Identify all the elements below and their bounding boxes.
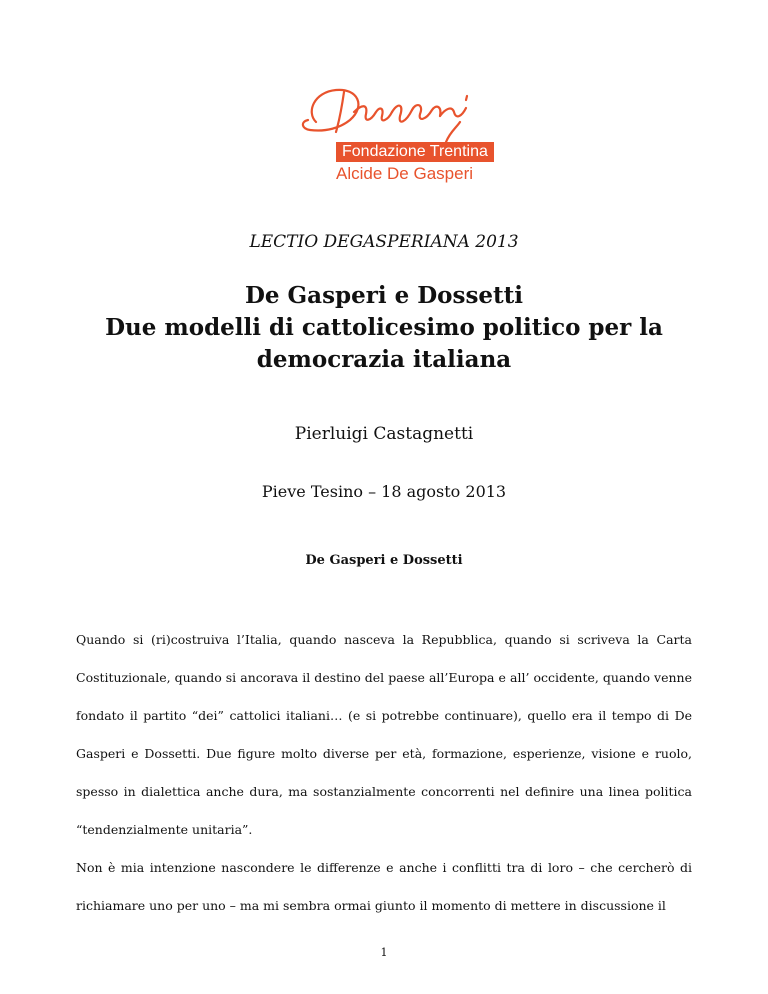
lectio-subtitle: LECTIO DEGASPERIANA 2013 [249, 232, 519, 252]
page-number: 1 [380, 946, 388, 959]
title-line-3: democrazia italiana [256, 346, 512, 373]
logo-line1: Fondazione Trentina [336, 142, 494, 162]
logo-line2: Alcide De Gasperi [336, 164, 474, 183]
place-date: Pieve Tesino – 18 agosto 2013 [261, 482, 507, 501]
author-name: Pierluigi Castagnetti [294, 424, 474, 444]
document-title [60, 280, 708, 376]
paragraph: Non è mia intenzione nascondere le differenze e anche i conflitti tra di loro – che cercherò di richiamare uno per uno – ma mi sembra ormai giunto il momento di mettere in discussione il [76, 860, 692, 913]
title-line-2: Due modelli di cattolicesimo politico per la [105, 314, 663, 341]
paragraph: Quando si (ri)costruiva l’Italia, quando nasceva la Repubblica, quando si scriveva la Carta Costituzionale, quando si ancorava il destino del paese all’Europa e all’ occidente, quando venne fondato il partito “dei” cattolici italiani… (e si potrebbe continuare), quello era il tempo di De Gasperi e Dossetti. Due figure molto diverse per età, formazione, esperienze, visione e ruolo, spesso in dialettica anche dura, ma sostanzialmente concorrenti nel definire una linea politica “tendenzialmente unitaria”. [76, 632, 692, 837]
foundation-logo [296, 82, 488, 212]
title-line-1: De Gasperi e Dossetti [244, 282, 524, 309]
section-heading: De Gasperi e Dossetti [305, 553, 463, 568]
body-text [76, 621, 692, 925]
